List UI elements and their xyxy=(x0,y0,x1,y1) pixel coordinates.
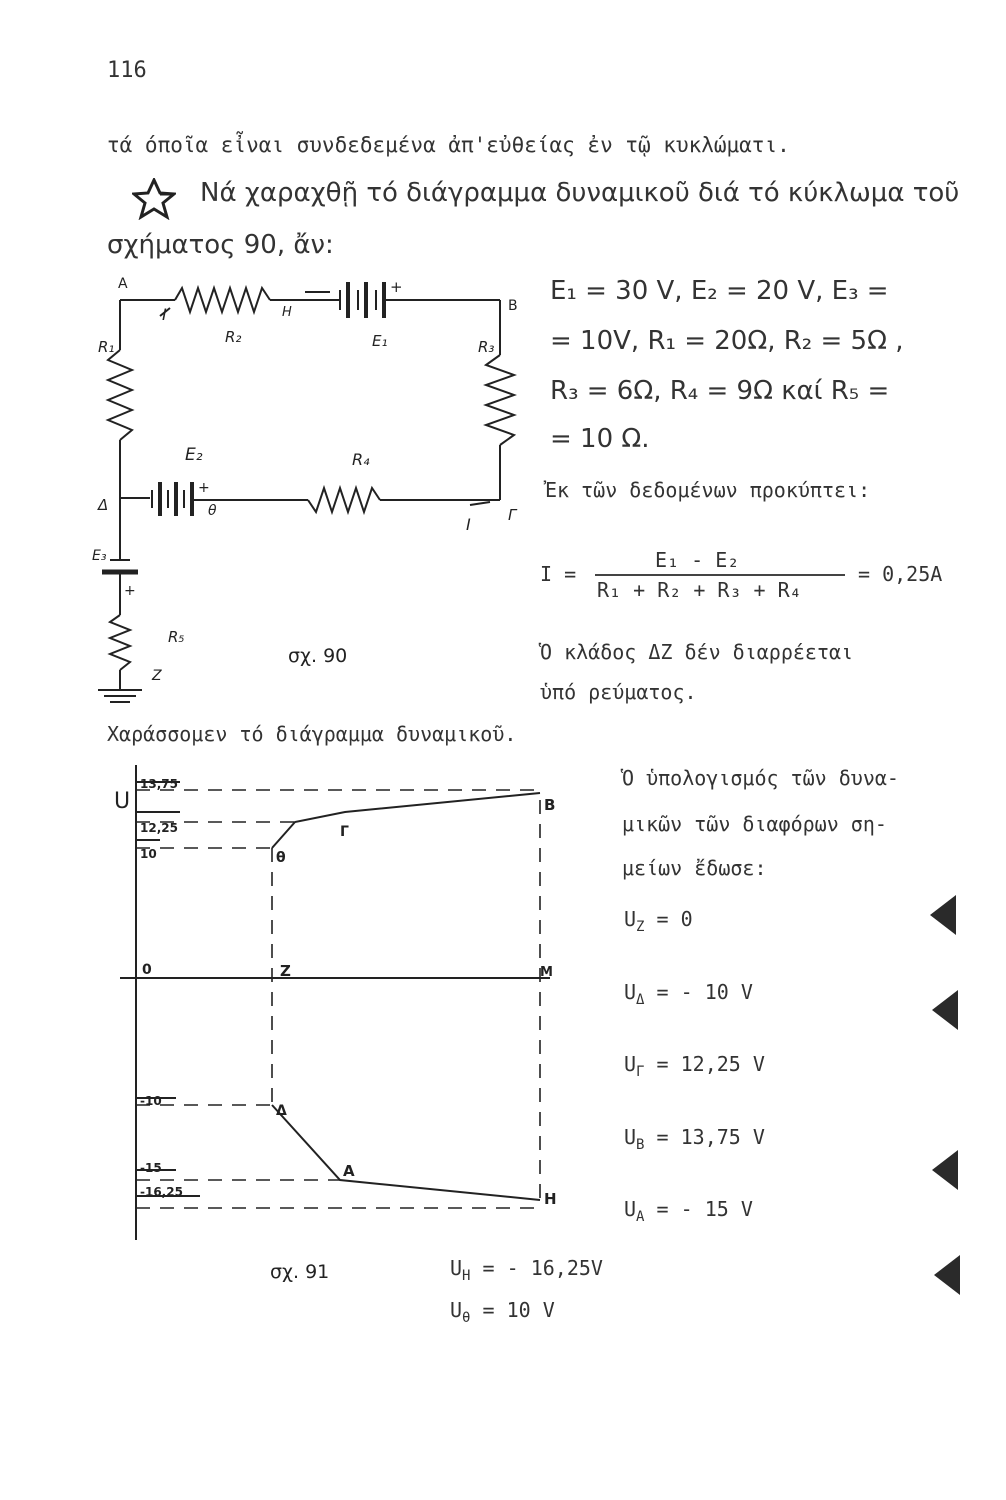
node-z-label: Z xyxy=(152,668,162,684)
star-icon xyxy=(132,178,176,220)
point-a-label: A xyxy=(343,1162,355,1180)
point-delta-label: Δ xyxy=(276,1103,287,1119)
tick-neg-10: -10 xyxy=(140,1094,162,1108)
potential-diagram xyxy=(100,760,580,1300)
problem-line2: σχήματος 90, ἄν: xyxy=(107,230,334,260)
calc-line1: Ὁ ὑπολογισμός τῶν δυνα- xyxy=(622,766,899,790)
e2-label: E₂ xyxy=(185,445,203,465)
r2-label: R₂ xyxy=(225,328,242,346)
fraction-line xyxy=(595,574,845,576)
point-gamma-label: Γ xyxy=(340,824,349,840)
result-ub: $U_B = 13,75$ V xyxy=(624,1125,765,1153)
given-line2: = 10V, R₁ = 20Ω, R₂ = 5Ω , xyxy=(550,326,904,356)
result-ugamma: $U_\Gamma = 12,25$ V xyxy=(624,1052,765,1080)
point-b-label: B xyxy=(544,796,556,814)
r1-label: R₁ xyxy=(98,338,115,356)
e2-plus-label: + xyxy=(198,480,210,496)
draw-text: Χαράσσομεν τό διάγραμμα δυναμικοῦ. xyxy=(107,722,517,746)
calc-line2: μικῶν τῶν διαφόρων ση- xyxy=(622,812,887,836)
formula-denominator: R₁ + R₂ + R₃ + R₄ xyxy=(597,578,802,602)
given-line4: = 10 Ω. xyxy=(550,424,650,454)
point-m-label: M xyxy=(540,965,553,980)
branch-line1: Ὁ κλάδος ΔΖ δέν διαρρέεται xyxy=(540,640,854,664)
given-line1: E₁ = 30 V, E₂ = 20 V, E₃ = xyxy=(550,276,889,306)
formula-numerator: E₁ - E₂ xyxy=(655,548,740,572)
result-uz: $U_Z = 0$ xyxy=(624,907,693,935)
branch-line2: ὑπό ρεύματος. xyxy=(540,680,697,704)
tick-neg-15: -15 xyxy=(140,1161,162,1175)
e3-plus-label: + xyxy=(124,583,136,599)
margin-arrow-4-icon xyxy=(934,1255,960,1295)
point-h-label: H xyxy=(544,1190,557,1208)
current-bottom-label: I xyxy=(466,515,471,534)
circuit-diagram xyxy=(90,270,530,720)
given-line3: R₃ = 6Ω, R₄ = 9Ω καί R₅ = xyxy=(550,376,890,406)
result-utheta: $U_\theta = 10$ V xyxy=(450,1298,555,1326)
margin-arrow-2-icon xyxy=(932,990,958,1030)
derive-text: Ἐκ τῶν δεδομένων προκύπτει: xyxy=(545,478,871,502)
node-theta-label: θ xyxy=(208,503,217,519)
figure-91-caption: σχ. 91 xyxy=(270,1261,330,1283)
tick-12-25: 12,25 xyxy=(140,821,178,835)
problem-line1: Νά χαραχθῇ τό διάγραμμα δυναμικοῦ διά τό κύκλωμα τοῦ xyxy=(200,178,960,208)
intro-line: τά όποῖα εἶναι συνδεδεμένα ἀπ'εὐθείας ἐν τῷ κυκλώματι. xyxy=(107,133,790,157)
node-a-label: A xyxy=(118,276,128,292)
e3-label: E₃ xyxy=(92,548,107,564)
formula-lhs: I = xyxy=(540,562,577,586)
r4-label: R₄ xyxy=(352,450,370,469)
node-b-label: B xyxy=(508,298,518,314)
margin-arrow-1-icon xyxy=(930,895,956,935)
node-delta-label: Δ xyxy=(98,496,109,514)
tick-10: 10 xyxy=(140,847,157,861)
result-ua: $U_A$ = - 15 V xyxy=(624,1197,753,1225)
r3-label: R₃ xyxy=(478,338,495,356)
calc-line3: μείων ἔδωσε: xyxy=(622,856,767,880)
node-h-label: H xyxy=(282,305,292,320)
current-top-label: I xyxy=(162,305,167,324)
tick-13-75: 13,75 xyxy=(140,777,178,791)
e1-label: E₁ xyxy=(372,332,388,350)
point-z-label: Z xyxy=(280,962,291,980)
u-axis-label: U xyxy=(114,789,131,814)
result-udelta: $U_\Delta$ = - 10 V xyxy=(624,980,753,1008)
e1-plus-label: + xyxy=(390,278,403,296)
margin-arrow-3-icon xyxy=(932,1150,958,1190)
origin-label: 0 xyxy=(142,962,152,978)
page-number: 116 xyxy=(107,58,147,83)
figure-90-caption: σχ. 90 xyxy=(288,645,348,667)
formula-rhs: = 0,25A xyxy=(858,562,943,586)
point-theta-label: θ xyxy=(276,850,286,866)
tick-neg-16-25: -16,25 xyxy=(140,1185,183,1199)
node-gamma-label: Γ xyxy=(508,506,517,524)
r5-label: R₅ xyxy=(168,628,185,646)
result-uh: $U_H$ = - 16,25V xyxy=(450,1256,603,1284)
